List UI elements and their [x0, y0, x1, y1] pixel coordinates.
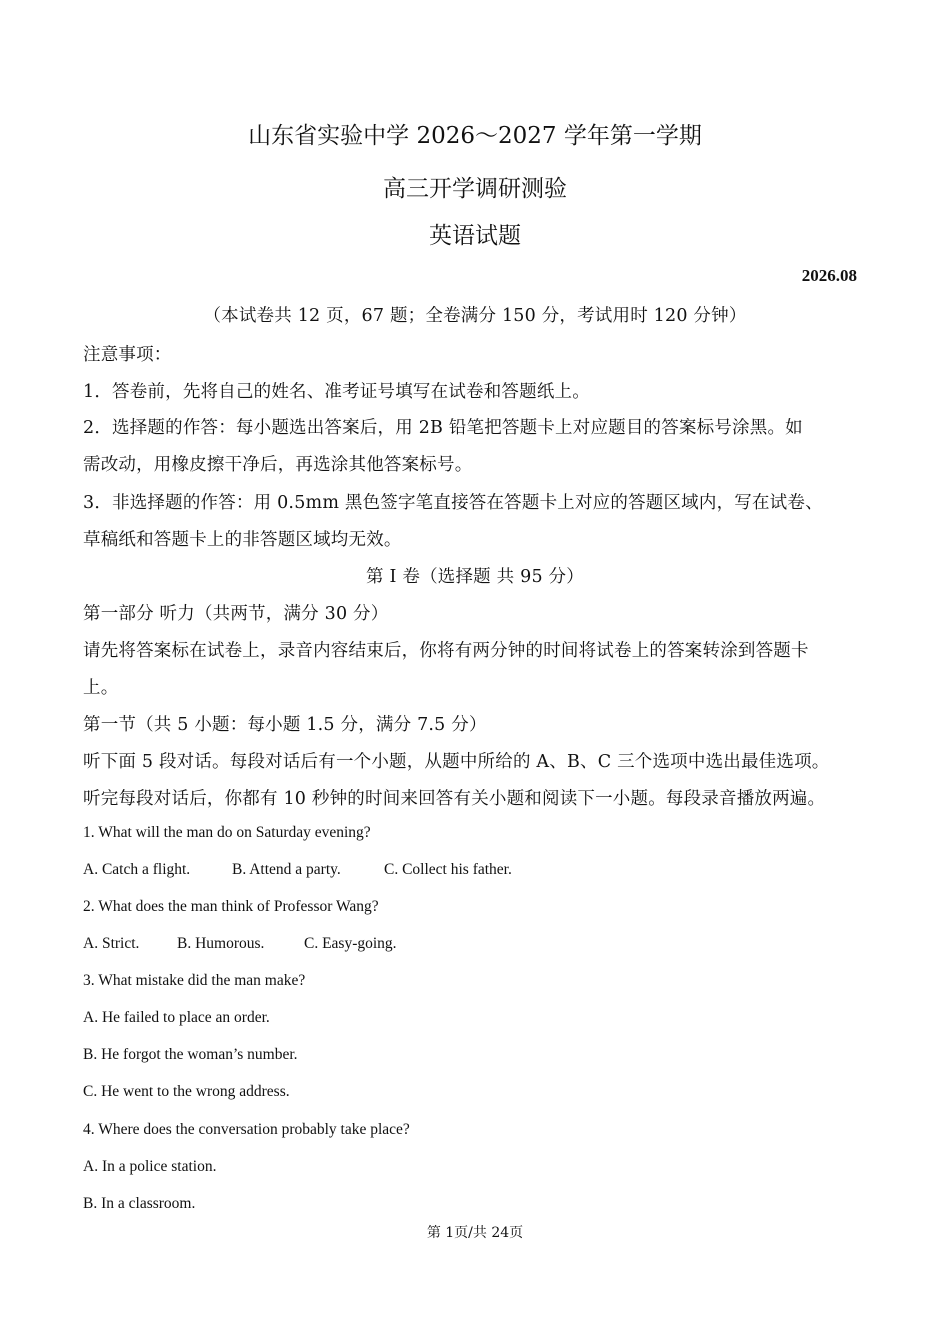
part1-instruction: 请先将答案标在试卷上，录音内容结束后，你将有两分钟的时间将试卷上的答案转涂到答题卡: [83, 641, 809, 661]
question-1: 1. What will the man do on Saturday evening?: [83, 824, 371, 841]
notice-item-3: 3．非选择题的作答：用 0.5mm 黑色签字笔直接答在答题卡上对应的答题区域内，写在试卷、: [83, 493, 823, 513]
part1-title: 第一部分 听力（共两节，满分 30 分）: [83, 604, 389, 624]
notice-item-3-cont: 草稿纸和答题卡上的非答题区域均无效。: [83, 530, 402, 550]
section1-directions: 听下面 5 段对话。每段对话后有一个小题，从题中所给的 A、B、C 三个选项中选出最佳选项。: [83, 752, 830, 772]
question-3-option-b: B. He forgot the woman’s number.: [83, 1046, 298, 1063]
section1-directions-cont: 听完每段对话后，你都有 10 秒钟的时间来回答有关小题和阅读下一小题。每段录音播放两遍。: [83, 789, 826, 809]
notice-item-2: 2．选择题的作答：每小题选出答案后，用 2B 铅笔把答题卡上对应题目的答案标号涂黑。如: [83, 418, 803, 438]
exam-title: 山东省实验中学 2026～2027 学年第一学期: [248, 123, 702, 149]
volume-title: 第 I 卷（选择题 共 95 分）: [366, 567, 584, 587]
exam-info: （本试卷共 12 页，67 题；全卷满分 150 分，考试用时 120 分钟）: [203, 306, 747, 326]
question-3-option-a: A. He failed to place an order.: [83, 1009, 270, 1026]
question-4-option-b: B. In a classroom.: [83, 1195, 196, 1212]
question-4: 4. Where does the conversation probably take place?: [83, 1121, 410, 1138]
section1-title: 第一节（共 5 小题：每小题 1.5 分，满分 7.5 分）: [83, 715, 487, 735]
question-2: 2. What does the man think of Professor Wang?: [83, 898, 379, 915]
part1-instruction-cont: 上。: [83, 678, 119, 698]
question-2-option-b: B. Humorous.: [177, 935, 265, 952]
notice-heading: 注意事项：: [83, 345, 172, 365]
question-1-option-a: A. Catch a flight.: [83, 861, 191, 878]
question-4-option-a: A. In a police station.: [83, 1158, 217, 1175]
notice-item-1: 1．答卷前，先将自己的姓名、准考证号填写在试卷和答题纸上。: [83, 382, 590, 402]
question-1-option-c: C. Collect his father.: [384, 861, 512, 878]
question-2-option-c: C. Easy-going.: [304, 935, 397, 952]
question-3-option-c: C. He went to the wrong address.: [83, 1083, 290, 1100]
subject-title: 英语试题: [429, 223, 521, 249]
notice-item-2-cont: 需改动，用橡皮擦干净后，再选涂其他答案标号。: [83, 455, 473, 475]
question-3: 3. What mistake did the man make?: [83, 972, 306, 989]
question-1-option-b: B. Attend a party.: [232, 861, 341, 878]
question-2-option-a: A. Strict.: [83, 935, 140, 952]
exam-subtitle: 高三开学调研测验: [383, 176, 567, 202]
page-number: 第 1页/共 24页: [426, 1225, 524, 1241]
exam-date: 2026.08: [801, 266, 857, 285]
